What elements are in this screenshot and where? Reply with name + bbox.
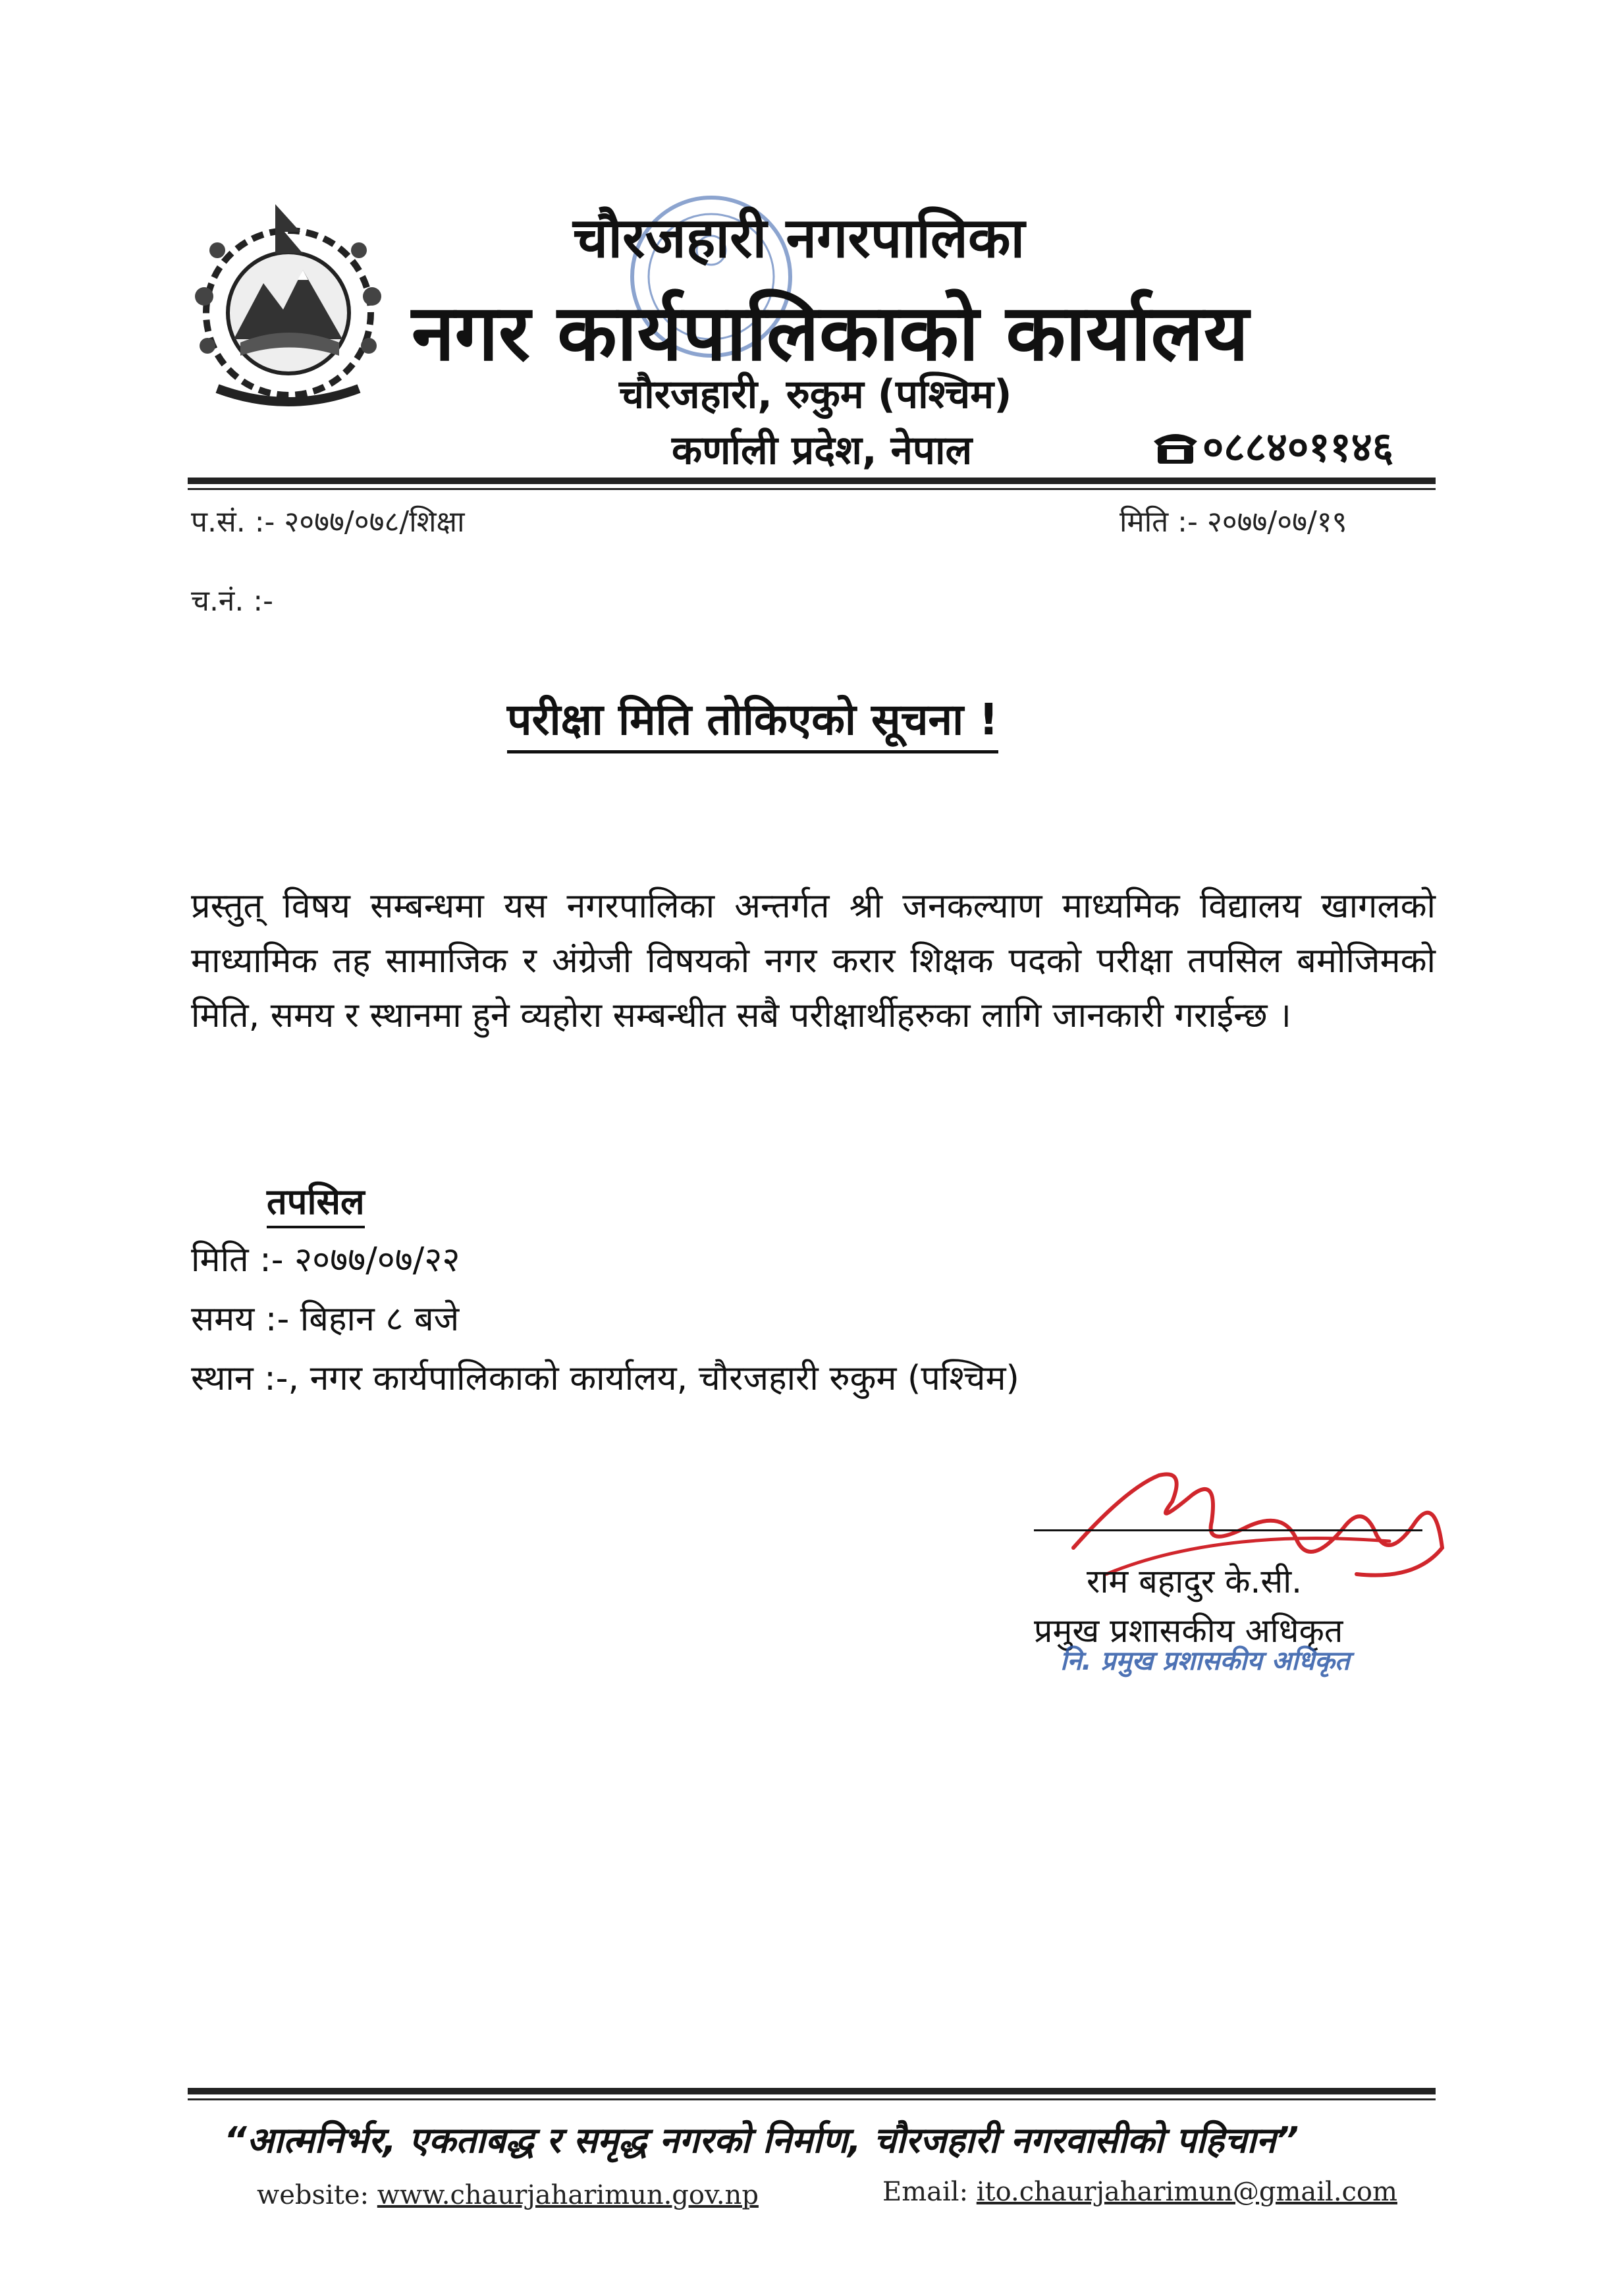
footer-divider-thin (188, 2098, 1436, 2100)
exam-date-value: २०७७/०७/२२ (294, 1240, 460, 1280)
office-province: कर्णाली प्रदेश, नेपाल (672, 427, 973, 474)
header-divider (188, 478, 1436, 484)
nepal-emblem-icon (178, 191, 398, 428)
dispatch-number: च.नं. :- (191, 584, 274, 618)
exam-place-label: स्थान :-, (191, 1359, 300, 1398)
exam-time-value: बिहान ८ बजे (300, 1299, 460, 1339)
schedule-heading: तपसिल (267, 1176, 365, 1228)
exam-date (191, 1235, 460, 1282)
office-name: नगर कार्यपालिकाको कार्यालय (412, 287, 1249, 378)
email-link[interactable]: ito.chaurjaharimun@gmail.com (976, 2177, 1397, 2207)
exam-place (191, 1353, 1019, 1400)
office-address: चौरजहारी, रुकुम (पश्चिम) (619, 371, 1012, 418)
header-divider-thin (188, 488, 1436, 490)
footer-website (257, 2180, 759, 2210)
ref-label: प.सं. :- (191, 505, 275, 539)
issue-date (1119, 501, 1347, 540)
ref-value: २०७७/०७८/शिक्षा (284, 505, 465, 539)
exam-time-label: समय :- (191, 1299, 290, 1339)
date-label: मिति :- (1119, 505, 1198, 539)
footer-email (882, 2177, 1397, 2207)
exam-time (191, 1294, 459, 1341)
exam-date-label: मिति :- (191, 1240, 284, 1280)
website-label: website: (257, 2180, 369, 2210)
notice-title: परीक्षा मिति तोकिएको सूचना ! (507, 688, 998, 753)
footer-divider (188, 2088, 1436, 2094)
reference-number (191, 501, 464, 540)
footer-motto: “आत्मनिर्भर, एकताबद्ध र समृद्ध नगरको निर्माण, चौरजहारी नगरवासीको पहिचान” (224, 2119, 1299, 2161)
org-name: चौरजहारी नगरपालिका (573, 205, 1025, 270)
notice-body: प्रस्तुत् विषय सम्बन्धमा यस नगरपालिका अन्तर्गत श्री जनकल्याण माध्यमिक विद्यालय खागलको माध्यामिक तह सामाजिक र अंग्रेजी विषयको नगर करार शिक्षक पदको परीक्षा तपसिल बमोजिमको मिति, समय र स्थानमा हुने व्यहोरा सम्बन्धीत सबै परीक्षार्थीहरुका लागि जानकारी गराईन्छ । (191, 887, 1436, 1035)
phone-number: ०८८४०११४६ (1202, 423, 1394, 471)
signer-title: प्रमुख प्रशासकीय अधिकृत (1034, 1612, 1343, 1650)
email-label: Email: (882, 2177, 969, 2207)
signature-line (1034, 1529, 1422, 1531)
signer-name: राम बहादुर के.सी. (1087, 1562, 1303, 1600)
website-link[interactable]: www.chaurjaharimun.gov.np (377, 2180, 759, 2210)
telephone-icon (1152, 429, 1199, 465)
date-value: २०७७/०७/१९ (1206, 505, 1347, 539)
signer-stamp: नि. प्रमुख प्रशासकीय अधिकृत (1060, 1646, 1350, 1676)
office-phone (1152, 418, 1393, 474)
exam-place-value: नगर कार्यपालिकाको कार्यालय, चौरजहारी रुकुम (पश्चिम) (310, 1359, 1019, 1398)
